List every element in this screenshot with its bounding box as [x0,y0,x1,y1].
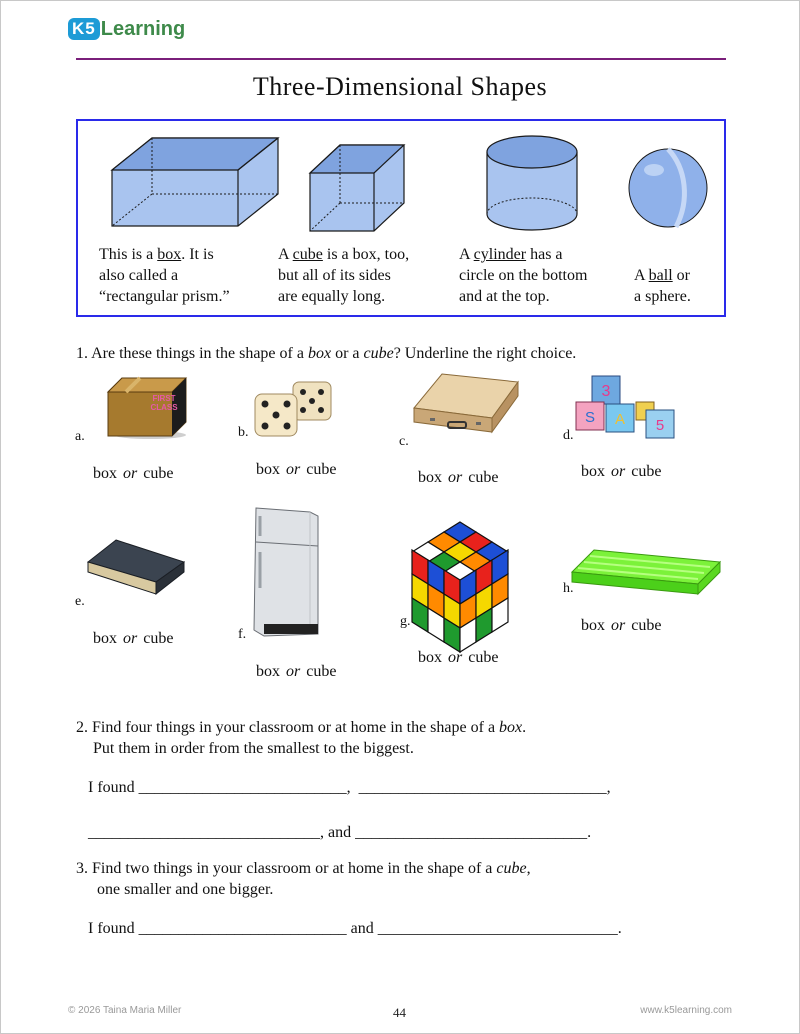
choice-f[interactable]: box or cube [256,663,337,680]
item-letter-g: g. [400,614,411,629]
choice-e[interactable]: box or cube [93,630,174,647]
choice-d[interactable]: box or cube [581,463,662,480]
logo-word: Learning [100,17,186,40]
cube-term: cube [292,246,323,263]
svg-text:S: S [584,409,596,426]
item-letter-b: b. [238,425,249,440]
svg-text:3: 3 [601,383,611,400]
logo-badge: K5 [68,18,100,40]
rubiks-cube-icon [410,520,510,628]
question-1-prompt: 1. Are these things in the shape of a box or a cube? Underline the right choice. [76,345,577,362]
refrigerator-icon [250,506,322,640]
choice-h[interactable]: box or cube [581,617,662,634]
box-term: box [157,246,182,263]
svg-text:A: A [614,411,626,428]
question-3-found-line[interactable]: I found __________________________ and ______________________________. [88,920,622,937]
choice-a[interactable]: box or cube [93,465,174,482]
item-letter-h: h. [563,581,574,596]
book-icon [86,540,186,596]
green-tray-icon [570,550,722,598]
first-class-label: FIRST CLASS [150,394,178,412]
question-3-prompt: 3. Find two things in your classroom or at home in the shape of a cube, [76,860,531,877]
toy-blocks-icon [574,376,678,442]
cube-description: A cube is a box, too, but all of its sides are equally long. [278,246,410,305]
briefcase-icon [412,374,520,448]
k5-learning-logo [68,14,185,44]
question-2-subprompt: Put them in order from the smallest to the biggest. [93,740,414,757]
item-letter-e: e. [75,594,85,609]
footer-site[interactable]: www.k5learning.com [640,1005,732,1016]
item-letter-d: d. [563,428,574,443]
footer-copyright: © 2026 Taina Maria Miller [68,1005,182,1016]
page-title: Three-Dimensional Shapes [252,72,548,101]
sphere-icon [628,148,708,228]
cube-icon [310,145,406,233]
item-letter-c: c. [399,434,409,449]
header-rule [76,58,726,60]
footer-page-number: 44 [393,1005,406,1020]
question-2-found-line-1[interactable]: I found __________________________, _______________________________, [88,779,611,796]
item-letter-a: a. [75,429,85,444]
question-2-found-line-2[interactable]: _____________________________, and _____________________________. [88,824,592,841]
cylinder-term: cylinder [473,246,527,263]
choice-g[interactable]: box or cube [418,649,499,666]
question-2-prompt: 2. Find four things in your classroom or at home in the shape of a box. [76,719,527,736]
choice-c[interactable]: box or cube [418,469,499,486]
svg-text:5: 5 [655,417,665,434]
choice-b[interactable]: box or cube [256,461,337,478]
item-letter-f: f. [238,627,247,642]
ball-description: A ball or a sphere. [634,267,691,305]
ball-term: ball [648,267,673,284]
rectangular-prism-icon [112,138,282,230]
question-3-subprompt: one smaller and one bigger. [97,881,274,898]
box-description: This is a box. It is also called a “rectangular prism.” [99,246,230,305]
cylinder-icon [486,134,578,234]
dice-icon [253,380,335,438]
cylinder-description: A cylinder has a circle on the bottom and at the top. [459,246,588,305]
